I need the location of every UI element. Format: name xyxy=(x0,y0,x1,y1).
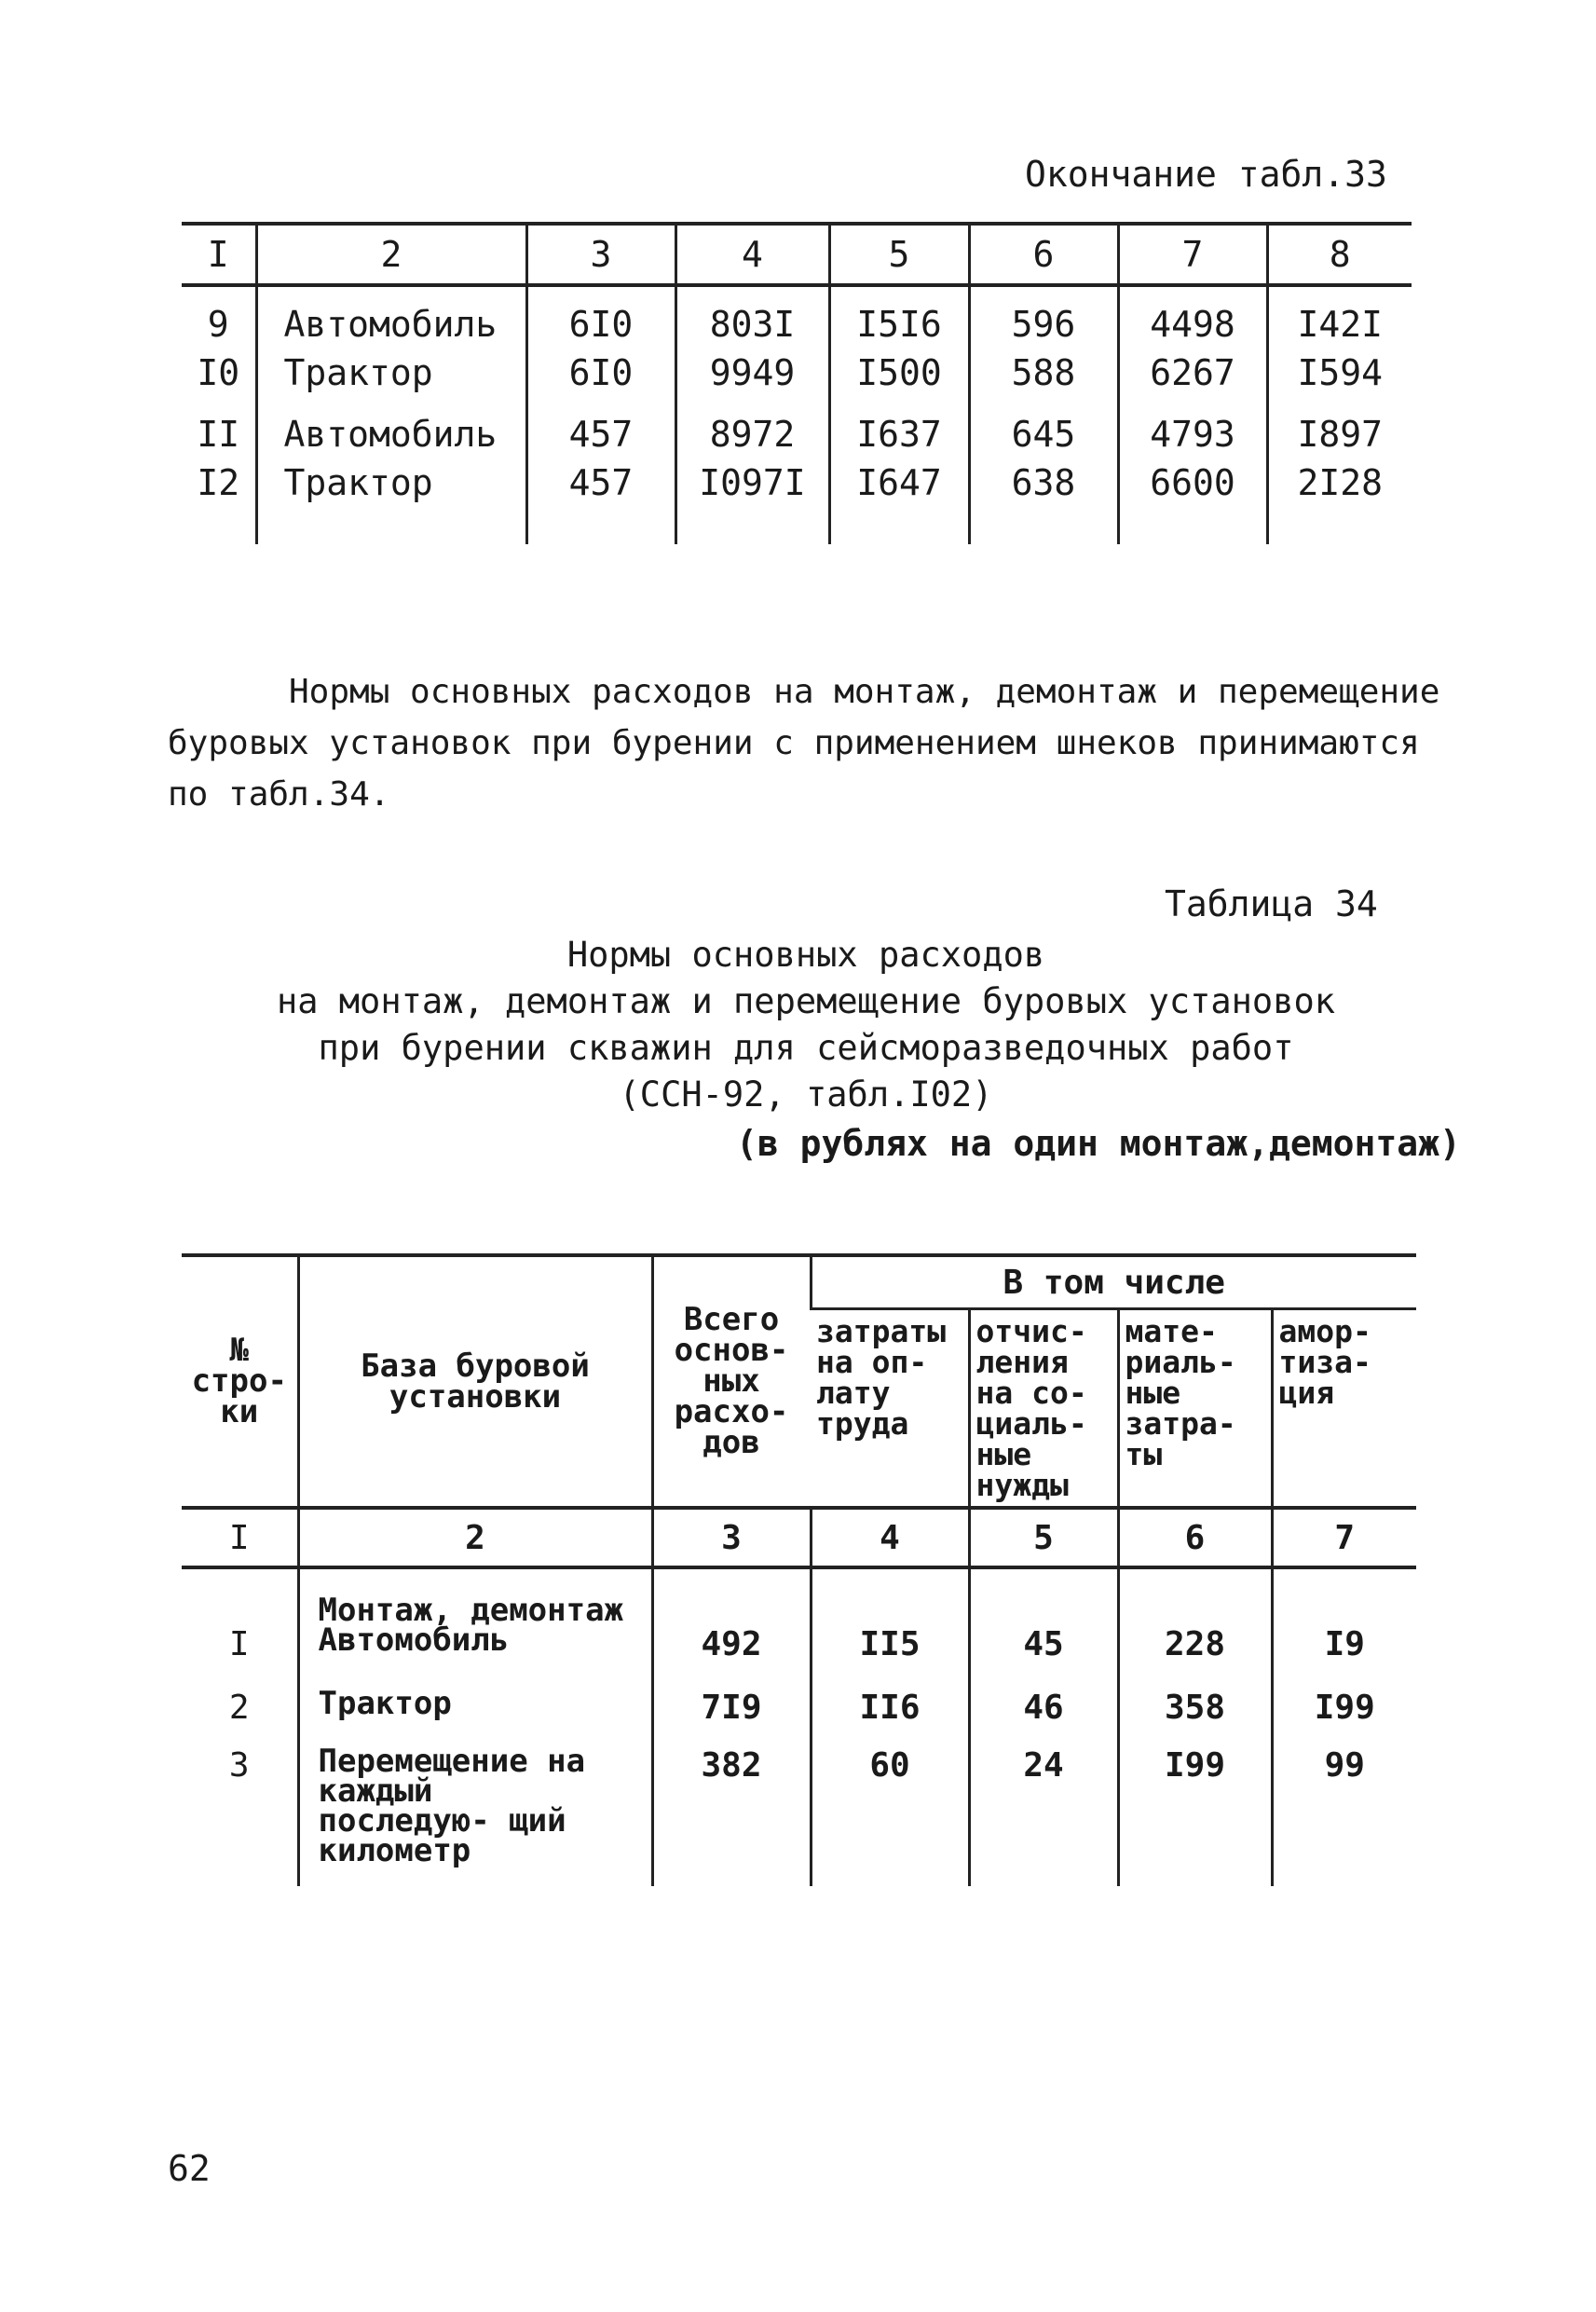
row-number: I2 xyxy=(197,462,240,503)
table34-units: (в рублях на один монтаж,демонтаж) xyxy=(736,1123,1461,1164)
title-line: Нормы основных расходов xyxy=(566,935,1045,975)
title-line: на монтаж, демонтаж и перемещение буровых установок xyxy=(276,981,1336,1021)
column-number: 2 xyxy=(298,1508,652,1567)
column-number: 3 xyxy=(652,1508,811,1567)
table33-header-cell: 2 xyxy=(256,224,526,285)
table-cell: I5I6 xyxy=(829,300,969,349)
vehicle-base: Трактор xyxy=(298,1689,652,1746)
table-cell: 99 xyxy=(1272,1746,1416,1886)
vehicle-base: Трактор xyxy=(256,349,526,397)
table-cell: 803I xyxy=(675,300,829,349)
table-row xyxy=(182,458,1412,507)
row-number: 2 xyxy=(228,1689,250,1727)
row-number: I xyxy=(228,1625,250,1663)
table-row xyxy=(182,1625,1416,1689)
vehicle-base: Трактор xyxy=(256,458,526,507)
column-number: 7 xyxy=(1272,1508,1416,1567)
table-cell: 45 xyxy=(969,1625,1118,1689)
table33-header-cell: I xyxy=(182,224,256,285)
table-row xyxy=(182,410,1412,458)
header-row-number: № стро- ки xyxy=(182,1255,298,1508)
table34 xyxy=(182,1253,1416,1886)
table-cell: 645 xyxy=(969,410,1118,458)
table-cell: 382 xyxy=(652,1746,811,1886)
table-cell: 9949 xyxy=(675,349,829,397)
table-cell: I637 xyxy=(829,410,969,458)
section-label: Монтаж, демонтаж xyxy=(298,1567,652,1625)
table-cell: 2I28 xyxy=(1267,458,1412,507)
table-cell: 46 xyxy=(969,1689,1118,1746)
table-cell: 6267 xyxy=(1118,349,1267,397)
table-cell: 596 xyxy=(969,300,1118,349)
column-number: I xyxy=(182,1508,298,1567)
vehicle-base: Автомобиль xyxy=(256,300,526,349)
table33-caption: Окончание табл.33 xyxy=(1025,154,1387,195)
paragraph-line: по табл.34. xyxy=(168,775,390,814)
table-cell: 6600 xyxy=(1118,458,1267,507)
paragraph-line: Нормы основных расходов на монтаж, демонтаж и перемещение xyxy=(289,673,1440,711)
vehicle-base: Перемещение на каждый последую- щий километр xyxy=(298,1746,652,1886)
header-labor: затраты на оп- лату труда xyxy=(816,1313,947,1442)
title-line: (ССН-92, табл.I02) xyxy=(619,1074,993,1115)
table-cell: 228 xyxy=(1118,1625,1272,1689)
table33-header-cell: 3 xyxy=(526,224,675,285)
table-cell: 6I0 xyxy=(526,349,675,397)
header-base: База буровой установки xyxy=(298,1255,652,1508)
table33-header-cell: 7 xyxy=(1118,224,1267,285)
title-line: при бурении скважин для сейсморазведочных работ xyxy=(318,1028,1294,1068)
table34-label: Таблица 34 xyxy=(1165,883,1378,924)
header-social: отчис- ления на со- циаль- ные нужды xyxy=(969,1309,1118,1509)
column-number: 6 xyxy=(1118,1508,1272,1567)
table-cell: I594 xyxy=(1267,349,1412,397)
table-cell: 588 xyxy=(969,349,1118,397)
table-cell: 7I9 xyxy=(652,1689,811,1746)
header-amortization: амор- тиза- ция xyxy=(1272,1309,1416,1509)
table-cell: 358 xyxy=(1118,1689,1272,1746)
table-cell: 4498 xyxy=(1118,300,1267,349)
table-cell: I99 xyxy=(1272,1689,1416,1746)
table-cell: I99 xyxy=(1118,1746,1272,1886)
table-cell: 6I0 xyxy=(526,300,675,349)
column-number: 5 xyxy=(969,1508,1118,1567)
table-cell: 457 xyxy=(526,410,675,458)
vehicle-base: Автомобиль xyxy=(298,1625,652,1689)
table-cell: 492 xyxy=(652,1625,811,1689)
table-cell: I9 xyxy=(1272,1625,1416,1689)
vehicle-base: Автомобиль xyxy=(256,410,526,458)
table-cell: I897 xyxy=(1267,410,1412,458)
column-numbers-row xyxy=(182,1508,1416,1567)
table33-header-cell: 6 xyxy=(969,224,1118,285)
row-number: 9 xyxy=(207,304,229,345)
table-cell: 60 xyxy=(811,1746,969,1886)
table-cell: 8972 xyxy=(675,410,829,458)
table-cell: II6 xyxy=(811,1689,969,1746)
table-row xyxy=(182,349,1412,397)
table-row xyxy=(182,1689,1416,1746)
header-total: Всего основ- ных расхо- дов xyxy=(652,1255,811,1508)
table-cell: 638 xyxy=(969,458,1118,507)
table33-header-cell: 8 xyxy=(1267,224,1412,285)
table-cell: I647 xyxy=(829,458,969,507)
header-group: В том числе xyxy=(811,1255,1416,1309)
table-cell: I500 xyxy=(829,349,969,397)
paragraph-line: буровых установок при бурении с применением шнеков принимаются xyxy=(168,724,1420,762)
table-cell: II5 xyxy=(811,1625,969,1689)
table-cell: 24 xyxy=(969,1746,1118,1886)
table33-header-row xyxy=(182,224,1412,285)
header-material: мате- риаль- ные затра- ты xyxy=(1118,1309,1272,1509)
row-number: I0 xyxy=(197,352,240,393)
table-row xyxy=(182,1746,1416,1886)
intro-paragraph xyxy=(168,666,1440,820)
table33 xyxy=(182,222,1412,544)
row-number: II xyxy=(197,414,240,455)
column-number: 4 xyxy=(811,1508,969,1567)
table-cell: 4793 xyxy=(1118,410,1267,458)
table33-header-cell: 4 xyxy=(675,224,829,285)
page-number: 62 xyxy=(168,2148,211,2189)
table-cell: I42I xyxy=(1267,300,1412,349)
table33-header-cell: 5 xyxy=(829,224,969,285)
table-cell: I097I xyxy=(675,458,829,507)
table-cell: 457 xyxy=(526,458,675,507)
table34-title xyxy=(186,932,1425,1118)
row-number: 3 xyxy=(228,1746,250,1785)
table-row xyxy=(182,300,1412,349)
